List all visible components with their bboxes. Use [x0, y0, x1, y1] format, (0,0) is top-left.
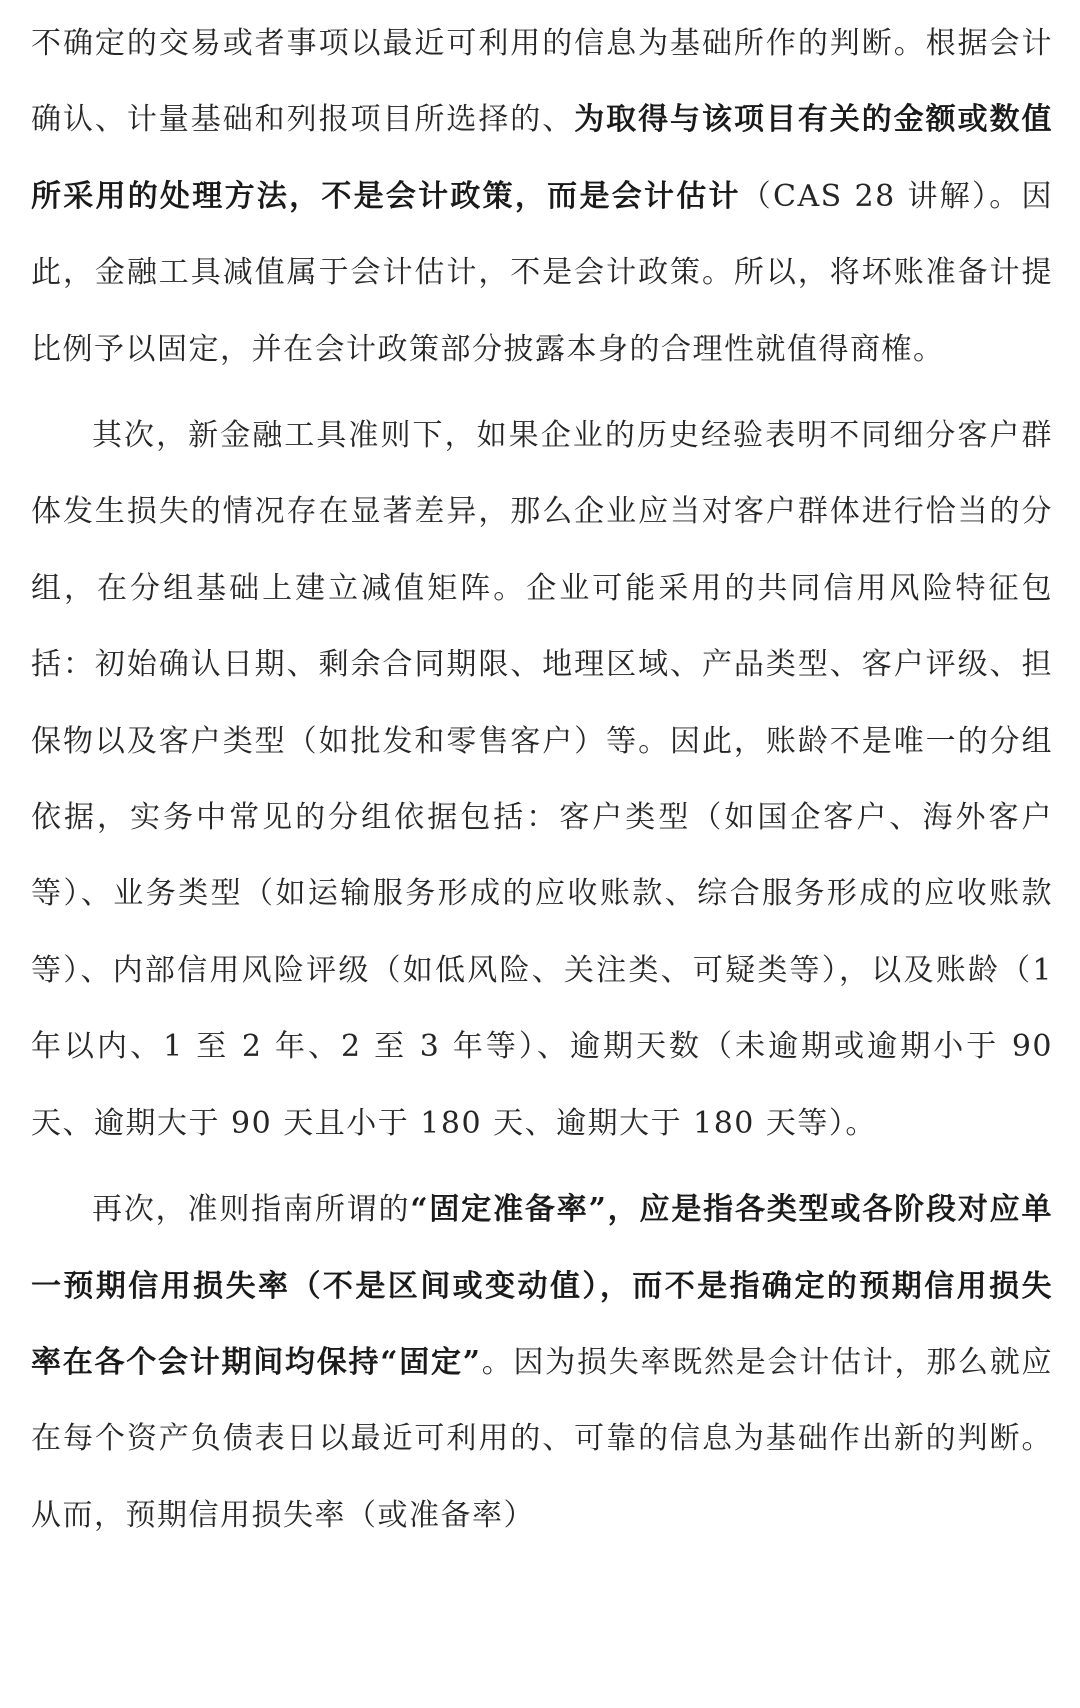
text-run: 。因为损失率既然是会计估计，那么就应在每个资产负债表日以最近可利用的、可靠的信息为基础作出新的判断。从而，预期信用损失率（或准备率） [31, 1344, 1054, 1533]
document-body [31, 6, 1053, 1554]
text-run: 其次，新金融工具准则下，如果企业的历史经验表明不同细分客户群体发生损失的情况存在显著差异，那么企业应当对客户群体进行恰当的分组，在分组基础上建立减值矩阵。企业可能采用的共同信用风险特征包括：初始确认日期、剩余合同期限、地理区域、产品类型、客户评级、担保物以及客户类型（如批发和零售客户）等。因此，账龄不是唯一的分组依据，实务中常见的分组依据包括：客户类型（如国企客户、海外客户等）、业务类型（如运输服务形成的应收账款、综合服务形成的应收账款等）、内部信用风险评级（如低风险、关注类、可疑类等），以及账龄（1 年以内、1 至 2 年、2 至 3 年等）、逾期天数（未逾期或逾期小于 90 天、逾期大于 90 天且小于 180 天、逾期大于 180 天等）。 [31, 418, 1053, 1141]
paragraph [31, 6, 1053, 388]
text-run: （CAS 28 讲解）。因此，金融工具减值属于会计估计，不是会计政策。所以，将坏账准备计提比例予以固定，并在会计政策部分披露本身的合理性就值得商榷。 [31, 178, 1053, 367]
bold-text-run: “固定准备率”，应是指各类型或各阶段对应单一预期信用损失率（不是区间或变动值），而不是指确定的预期信用损失率在各个会计期间均保持“固定” [31, 1192, 1053, 1380]
bold-text-run: 为取得与该项目有关的金额或数值所采用的处理方法，不是会计政策，而是会计估计 [31, 102, 1054, 214]
text-run: 再次，准则指南所谓的 [92, 1192, 411, 1228]
text-run: 不确定的交易或者事项以最近可利用的信息为基础所作的判断。根据会计确认、计量基础和列报项目所选择的、 [31, 26, 1053, 138]
paragraph [31, 1172, 1053, 1554]
paragraph [31, 398, 1053, 1162]
